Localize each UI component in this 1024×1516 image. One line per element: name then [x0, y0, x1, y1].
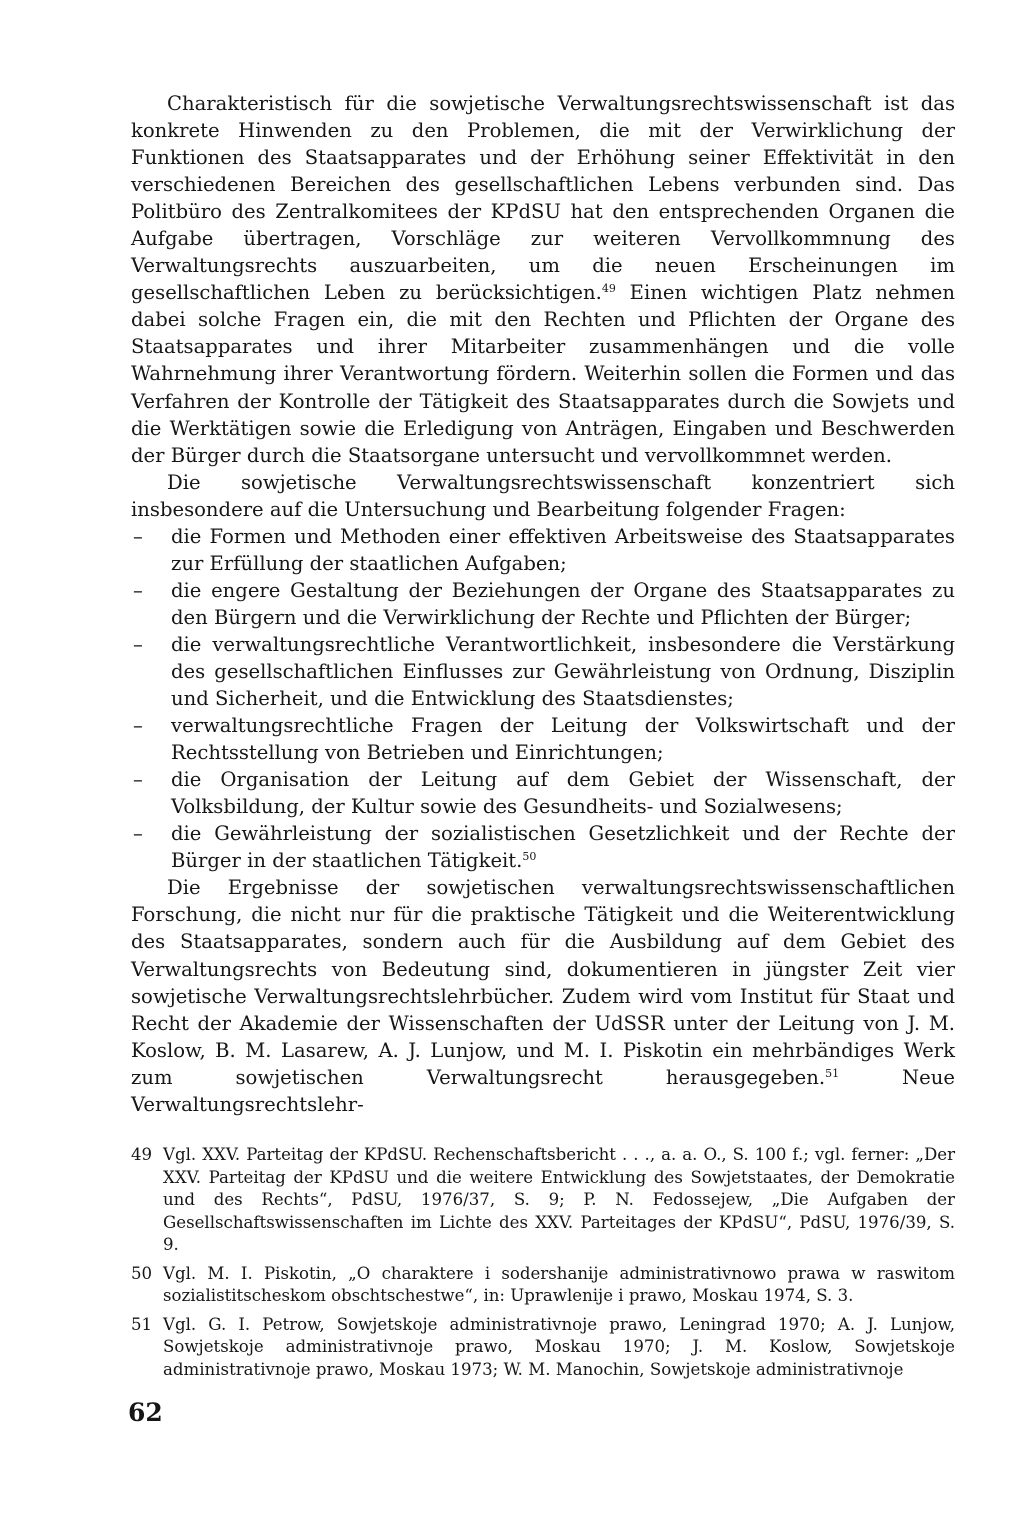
dash-marker: – — [133, 524, 143, 548]
footnote-50 — [131, 1263, 955, 1308]
paragraph-text: Charakteristisch für die sowjetische Verwaltungsrechtswissenschaft ist das konkrete Hinwenden zu den Problemen, die mit der Verwirklichung der Funktionen des Staatsapparates und der Erhöhung seiner Effektivität in den verschiedenen Bereichen des gesellschaftlichen Lebens verbunden sind. Das Politbüro des Zentralkomitees der KPdSU hat den entsprechenden Organen die Aufgabe übertragen, Vorschläge zur weiteren Vervollkommnung des Verwaltungsrechts auszuarbeiten, um die neuen Erscheinungen im gesellschaftlichen Leben zu berücksichtigen. — [131, 92, 955, 305]
paragraph — [131, 90, 955, 469]
dash-marker: – — [133, 632, 143, 656]
paragraph-text: Einen wichtigen Platz nehmen dabei solche Fragen ein, die mit den Rechten und Pflichten der Organe des Staatsapparates und ihrer Mitarbeiter zusammenhängen und die volle Wahrnehmung ihrer Verantwortung fördern. Weiterhin sollen die Formen und das Verfahren der Kontrolle der Tätigkeit des Staatsapparates durch die Sowjets und die Werktätigen sowie die Erledigung von Anträgen, Eingaben und Beschwerden der Bürger durch die Staatsorgane untersucht und vervollkommnet werden. — [131, 281, 955, 467]
dash-marker: – — [133, 822, 143, 846]
footnote-text: Vgl. M. I. Piskotin, „O charaktere i sodershanije administrativnowo prawa w raswitom sozialistitscheskom obschtschestwe“, in: Uprawlenije i prawo, Moskau 1974, S. 3. — [163, 1263, 955, 1305]
list-item — [131, 631, 955, 712]
footnote-number: 51 — [131, 1314, 153, 1334]
footnote-51 — [131, 1314, 955, 1382]
list-item-text: die engere Gestaltung der Beziehungen der Organe des Staatsapparates zu den Bürgern und die Verwirklichung der Rechte und Pflichten der Bürger; — [171, 578, 955, 629]
footnote-text: Vgl. G. I. Petrow, Sowjetskoje administrativnoje prawo, Leningrad 1970; A. J. Lunjow, Sowjetskoje administrativnoje prawo, Moskau 1970; J. M. Koslow, Sowjetskoje administrativnoje prawo, Moskau 1973; W. M. Manochin, Sowjetskoje administrativnoje — [163, 1314, 955, 1379]
list-item-text: die verwaltungsrechtliche Verantwortlichkeit, insbesondere die Verstärkung des gesellschaftlichen Einflusses zur Gewährleistung von Ordnung, Disziplin und Sicherheit, und die Entwicklung des Staatsdienstes; — [171, 632, 955, 711]
list-item-text: die Organisation der Leitung auf dem Gebiet der Wissenschaft, der Volksbildung, der Kultur sowie des Gesundheits- und Sozialwesens; — [171, 768, 955, 819]
list-item — [131, 820, 955, 874]
dash-marker: – — [133, 714, 143, 738]
topic-list — [131, 523, 955, 875]
footnote-49 — [131, 1144, 955, 1257]
main-text — [131, 90, 955, 1118]
paragraph: Die sowjetische Verwaltungsrechtswissenschaft konzentriert sich insbesondere auf die Untersuchung und Bearbeitung folgender Fragen: — [131, 470, 955, 521]
footnote-reference: 50 — [522, 850, 537, 864]
list-item-text: die Gewährleistung der sozialistischen Gesetzlichkeit und der Rechte der Bürger in der staatlichen Tätigkeit. — [171, 822, 955, 873]
dash-marker: – — [133, 768, 143, 792]
dash-marker: – — [133, 578, 143, 602]
paragraph-text: Die Ergebnisse der sowjetischen verwaltungsrechtswissenschaftlichen Forschung, die nicht nur für die praktische Tätigkeit und die Weiterentwicklung des Staatsapparates, sondern auch für die Ausbildung auf dem Gebiet des Verwaltungsrechts von Bedeutung sind, dokumentieren in jüngster Zeit vier sowjetische Verwaltungsrechtslehrbücher. Zudem wird vom Institut für Staat und Recht der Akademie der Wissenschaften der UdSSR unter der Leitung von J. M. Koslow, B. M. Lasarew, A. J. Lunjow, und M. I. Piskotin ein mehrbändiges Werk zum sowjetischen Verwaltungsrecht herausgegeben. — [131, 876, 955, 1089]
footnote-text: Vgl. XXV. Parteitag der KPdSU. Rechenschaftsbericht . . ., a. a. O., S. 100 f.; vgl. ferner: „Der XXV. Parteitag der KPdSU und die weitere Entwicklung des Sowjetstaates, der Demokratie und des Rechts“, PdSU, 1976/37, S. 9; P. N. Fedossejew, „Die Aufgaben der Gesellschaftswissenschaften im Lichte des XXV. Parteitages der KPdSU“, PdSU, 1976/39, S. 9. — [163, 1145, 955, 1254]
paragraph-text: Neue Verwaltungsrechtslehr- — [131, 1065, 955, 1116]
footnote-number: 49 — [131, 1145, 153, 1164]
list-item — [131, 712, 955, 766]
footnote-reference: 51 — [825, 1066, 840, 1080]
footnote-reference: 49 — [601, 282, 616, 296]
list-item — [131, 523, 955, 577]
paragraph — [131, 874, 955, 1117]
page-number: 62 — [128, 1398, 163, 1427]
list-item-text: die Formen und Methoden einer effektiven Arbeitsweise des Staatsapparates zur Erfüllung der staatlichen Aufgaben; — [171, 524, 955, 575]
footnotes — [131, 1144, 955, 1387]
list-item — [131, 766, 955, 820]
footnote-number: 50 — [131, 1263, 153, 1283]
list-item-text: verwaltungsrechtliche Fragen der Leitung der Volkswirtschaft und der Rechtsstellung von Betrieben und Einrichtungen; — [171, 714, 955, 765]
list-item — [131, 577, 955, 631]
